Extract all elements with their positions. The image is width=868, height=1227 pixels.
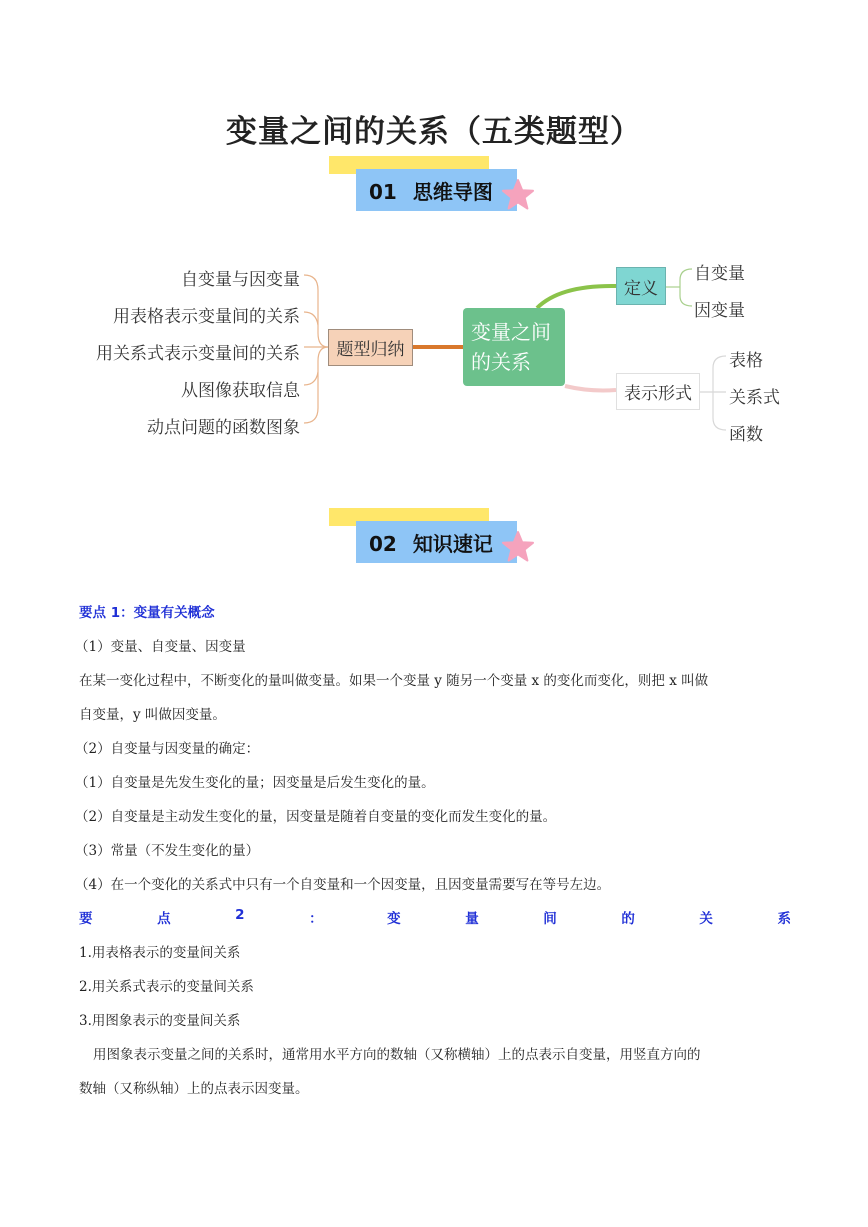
mindmap-left-item: 用关系式表示变量间的关系 [96,344,300,364]
page-title: 变量之间的关系（五类题型） [226,114,642,150]
paragraph: 1.用表格表示的变量间关系 [79,945,241,961]
mindmap-left-item: 从图像获取信息 [181,381,300,401]
paragraph: （4）在一个变化的关系式中只有一个自变量和一个因变量，且因变量需要写在等号左边。 [75,877,611,893]
mindmap-left-item: 用表格表示变量间的关系 [113,307,300,327]
heading-char: 的 [621,911,635,927]
point-heading: 要点 1：变量有关概念 [79,605,215,621]
mindmap-left-item: 动点问题的函数图象 [147,418,300,438]
paragraph: （2）自变量与因变量的确定： [75,741,260,757]
paragraph: （1）自变量是先发生变化的量；因变量是后发生变化的量。 [75,775,435,791]
section-label: 知识速记 [412,532,493,556]
heading-char: 系 [777,911,791,927]
heading-char: 间 [543,911,557,927]
mindmap-left-item: 自变量与因变量 [181,270,300,290]
paragraph: 数轴（又称纵轴）上的点表示因变量。 [79,1081,309,1097]
heading-char: 变 [387,911,401,927]
heading-char: 2 [235,907,245,923]
paragraph: 2.用关系式表示的变量间关系 [79,979,254,995]
mindmap-definition-node: 定义 [616,267,666,305]
paragraph: （1）变量、自变量、因变量 [75,639,246,655]
paragraph: 用图象表示变量之间的关系时，通常用水平方向的数轴（又称横轴）上的点表示自变量，用竖直方向的 [93,1047,701,1063]
heading-char: ： [309,911,323,927]
heading-char: 点 [157,911,171,927]
paragraph: （2）自变量是主动发生变化的量，因变量是随着自变量的变化而发生变化的量。 [75,809,557,825]
point-heading-justified [79,907,791,927]
section-number: 02 [369,532,397,556]
heading-char: 关 [699,911,713,927]
knowledge-section [75,0,791,1227]
section-label: 思维导图 [412,180,493,204]
paragraph: 在某一变化过程中，不断变化的量叫做变量。如果一个变量 y 随另一个变量 x 的变化而变化，则把 x 叫做 [79,673,709,689]
mindmap-definition-item: 自变量 [694,264,745,284]
paragraph: （3）常量（不发生变化的量） [75,843,260,859]
mindmap-summary-node: 题型归纳 [328,329,413,366]
heading-char: 要 [79,911,93,927]
mindmap-representation-item: 关系式 [729,388,780,408]
paragraph: 3.用图象表示的变量间关系 [79,1013,241,1029]
section-number: 01 [369,180,397,204]
mindmap-definition-item: 因变量 [694,301,745,321]
paragraph: 自变量，y 叫做因变量。 [79,707,226,723]
mindmap-representation-node: 表示形式 [616,373,700,410]
heading-char: 量 [465,911,479,927]
mindmap-representation-item: 函数 [729,425,763,445]
mindmap-center-node: 变量之间的关系 [463,308,565,386]
mindmap-representation-item: 表格 [729,351,763,371]
